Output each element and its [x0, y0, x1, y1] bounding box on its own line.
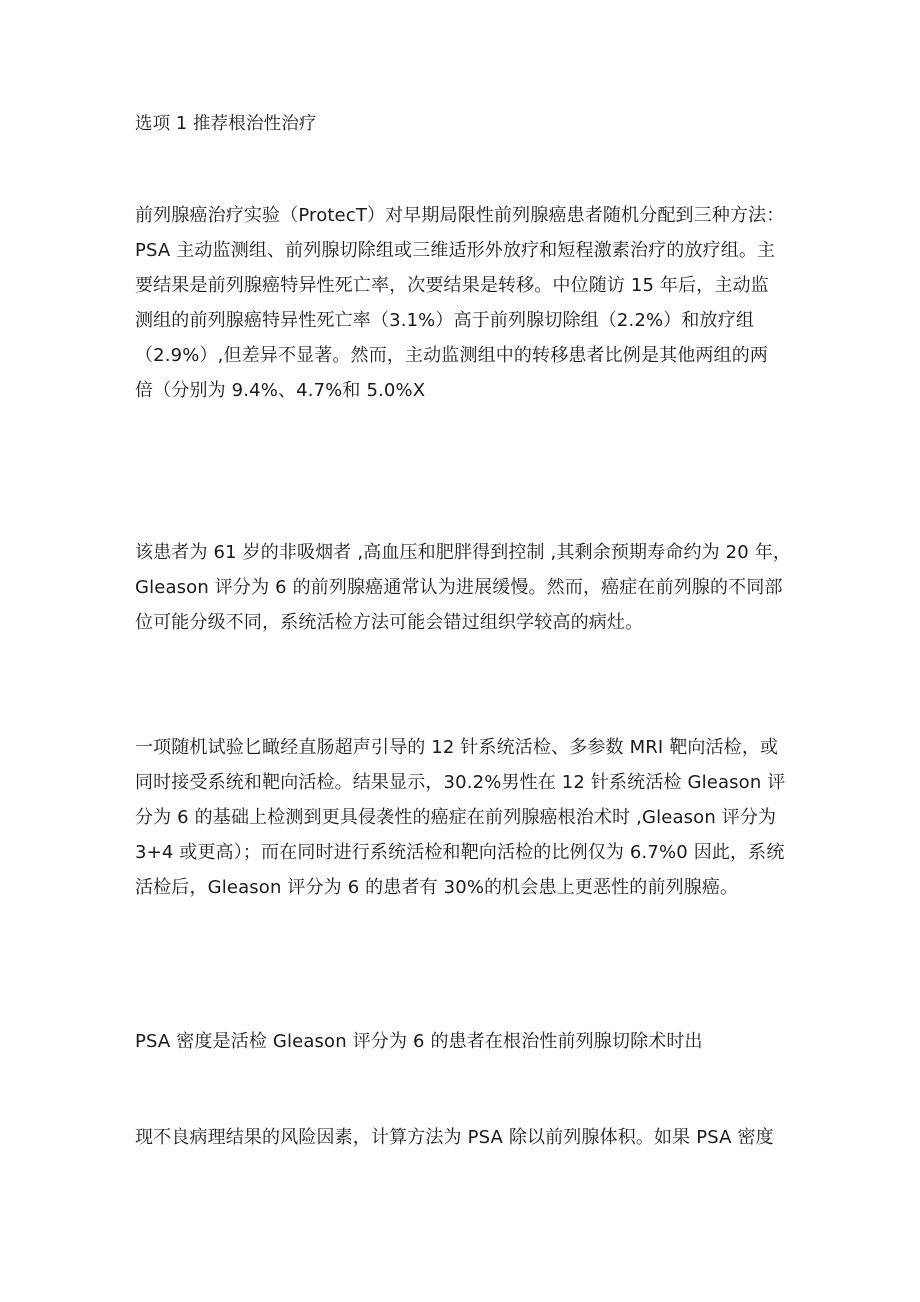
- paragraph-protect-trial: 前列腺癌治疗实验（ProtecT）对早期局限性前列腺癌患者随机分配到三种方法： PSA 主动监测组、前列腺切除组或三维适形外放疗和短程激素治疗的放疗组。主 要结果是前列腺癌特异性死亡率，次要结果是转移。中位随访 15 年后，主动监 测组的前列腺癌特异性死亡率（3.1%）高于前列腺切除组（2.2%）和放疗组 （2.9%）,但差异不显著。然而，主动监测组中的转移患者比例是其他两组的两 倍（分别为 9.4%、4.7%和 5.0%X: [135, 205, 785, 401]
- paragraph-psa-density-2: 现不良病理结果的风险因素，计算方法为 PSA 除以前列腺体积。如果 PSA 密度: [135, 1127, 774, 1148]
- paragraph-patient-profile: 该患者为 61 岁的非吸烟者 ,高血压和肥胖得到控制 ,其剩余预期寿命约为 20 年， Gleason 评分为 6 的前列腺癌通常认为进展缓慢。然而，癌症在前列腺的不同部 位可能分级不同，系统活检方法可能会错过组织学较高的病灶。: [135, 542, 792, 633]
- paragraph-biopsy-trial: 一项随机试验匕瞰经直肠超声引导的 12 针系统活检、多参数 MRI 靶向活检，或 同时接受系统和靶向活检。结果显示，30.2%男性在 12 针系统活检 Gleason 评 分为 6 的基础上检测到更具侵袭性的癌症在前列腺癌根治术时 ,Gleason 评分为 3+4 或更高）；而在同时进行系统活检和靶向活检的比例仅为 6.7%0 因此，系统 活检后，Gleason 评分为 6 的患者有 30%的机会患上更恶性的前列腺癌。: [135, 737, 786, 898]
- paragraph-psa-density-1: PSA 密度是活检 Gleason 评分为 6 的患者在根治性前列腺切除术时出: [135, 1031, 703, 1052]
- section-heading: 选项 1 推荐根治性治疗: [135, 114, 317, 134]
